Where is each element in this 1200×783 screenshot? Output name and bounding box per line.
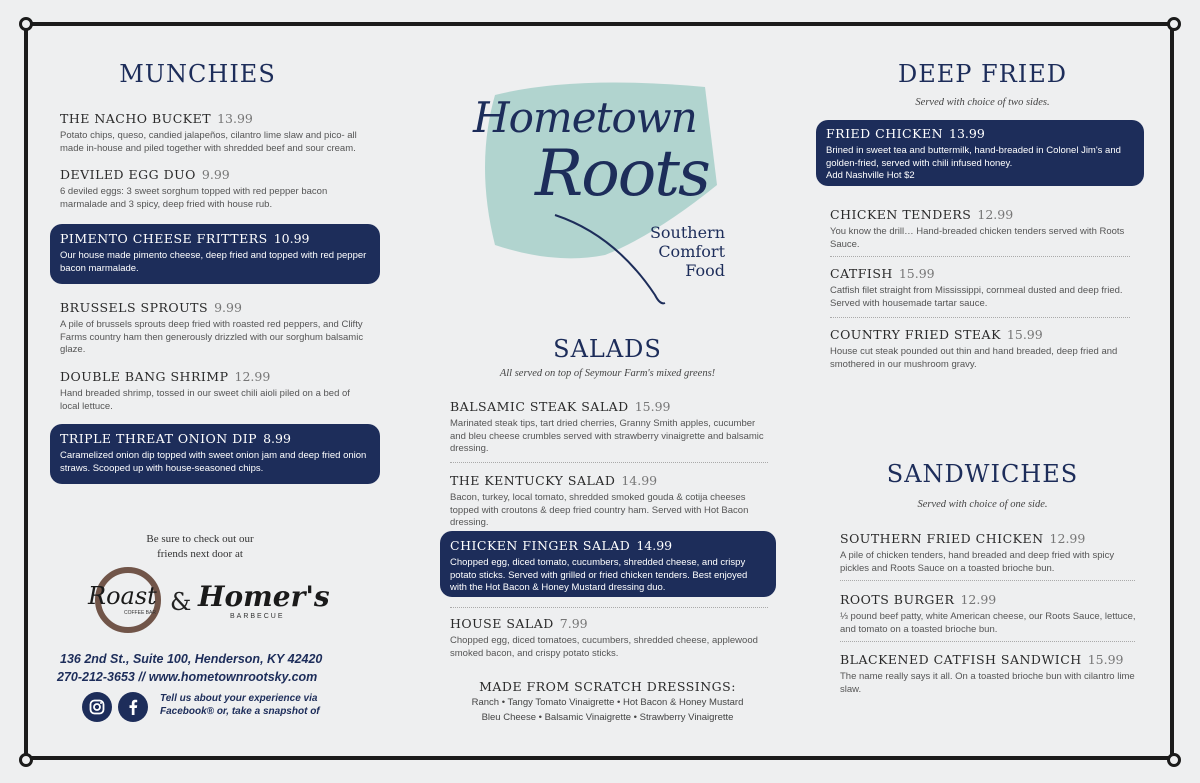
dressings-title: MADE FROM SCRATCH DRESSINGS: [479,679,736,694]
item-price: 15.99 [898,266,935,281]
menu-item [60,368,370,413]
phone-web: 270-212-3653 // www.hometownrootsky.com [57,670,318,684]
logo-hometown: Hometown [473,93,697,142]
featured-item [50,424,380,484]
item-price: 12.99 [977,207,1014,222]
divider [450,462,768,463]
item-price: 15.99 [634,399,671,414]
salads-subtitle: All served on top of Seymour Farm's mixed greens! [499,368,716,379]
menu-item [830,326,1135,371]
item-price: 9.99 [201,167,230,182]
dressings-list: Bleu Cheese • Balsamic Vinaigrette • Strawberry Vinaigrette [481,712,734,723]
tagline-line: Food [685,261,725,280]
divider [830,256,1130,257]
item-desc: The name really says it all. On a toasted brioche bun with cilantro lime slaw. [840,671,1135,695]
menu-item [450,472,770,530]
item-name: DEVILED EGG DUO [60,167,196,182]
item-desc: Hand breaded shrimp, tossed in our sweet chili aioli piled on a bed of local lettuce. [60,388,350,412]
ampersand: & [170,588,192,616]
item-price: 13.99 [217,111,253,126]
item-name: HOUSE SALAD [450,616,554,631]
frame-corner [1167,17,1181,31]
divider [840,580,1135,581]
menu-item [840,591,1140,636]
social-text [160,692,320,718]
item-desc: Marinated steak tips, tart dried cherries, Granny Smith apples, cucumber and bleu cheese crumbles served with strawberry vinaigrette and balsamic dressing. [450,418,764,454]
item-price: 10.99 [273,231,310,246]
sandwiches-subtitle: Served with choice of one side. [917,499,1048,510]
munchies-title: MUNCHIES [119,60,276,88]
hometown-roots-logo [455,65,745,320]
frame-corner [19,753,33,767]
item-extra: Add Nashville Hot $2 [826,170,915,181]
item-name: THE KENTUCKY SALAD [450,473,616,488]
item-name: THE NACHO BUCKET [60,111,212,126]
item-price: 15.99 [1087,652,1124,667]
item-name: BLACKENED CATFISH SANDWICH [840,652,1082,667]
featured-item [816,120,1144,186]
item-price: 14.99 [621,473,658,488]
menu-item [450,398,770,456]
item-name: SOUTHERN FRIED CHICKEN [840,531,1044,546]
homers-wordmark: Homer's [198,580,330,613]
logo-roots: Roots [535,137,709,211]
sandwiches-title: SANDWICHES [886,460,1079,488]
item-price: 14.99 [636,538,673,553]
tagline-line: Southern [649,223,725,242]
item-name: CHICKEN FINGER SALAD [450,538,631,553]
item-price: 12.99 [1049,531,1086,546]
logo-tagline [615,223,725,280]
item-price: 12.99 [234,369,271,384]
item-name: DOUBLE BANG SHRIMP [60,369,229,384]
item-desc: ⅓ pound beef patty, white American cheese, our Roots Sauce, lettuce, and tomato on a toasted brioche bun. [840,611,1136,635]
item-desc: A pile of chicken tenders, hand breaded and deep fried with spicy pickles and Roots Sauce on a toasted brioche bun. [840,550,1115,574]
social-line: Tell us about your experience via [160,693,318,704]
item-desc: Chopped egg, diced tomatoes, cucumbers, shredded cheese, applewood smoked bacon, and crispy potato sticks. [450,635,758,659]
roast-wordmark: Roast [88,582,157,610]
menu-item [830,206,1135,251]
item-name: BRUSSELS SPROUTS [60,300,209,315]
divider [840,641,1135,642]
item-price: 15.99 [1006,327,1043,342]
item-name: BALSAMIC STEAK SALAD [450,399,629,414]
item-price: 8.99 [263,431,291,446]
divider [830,317,1130,318]
item-name: COUNTRY FRIED STEAK [830,327,1001,342]
item-desc: Chopped egg, diced tomato, cucumbers, shredded cheese, and crispy potato sticks. Served with grilled or fried chicken tenders. Best enjoyed with the Hot Bacon & Honey Mustard dressing duo. [450,557,748,593]
item-price: 7.99 [559,616,588,631]
item-desc: Caramelized onion dip topped with sweet onion jam and deep fried onion straws. Scooped up with house-seasoned chips. [60,450,367,474]
menu-item [830,265,1135,310]
menu-item [60,299,370,357]
friends-line: Be sure to check out our [146,533,254,545]
item-name: CATFISH [830,266,893,281]
item-name: PIMENTO CHEESE FRITTERS [60,231,268,246]
instagram-icon[interactable] [82,692,112,722]
item-desc: Brined in sweet tea and buttermilk, hand-breaded in Colonel Jim's and golden-fried, served with chili infused honey. [826,145,1121,169]
menu-item [60,166,370,211]
featured-item [440,531,776,597]
menu-item [60,110,370,155]
deep-fried-title: DEEP FRIED [897,60,1068,88]
menu-item [840,530,1140,575]
menu-item [450,615,770,660]
item-price: 13.99 [949,126,985,141]
homers-sub: BARBECUE [230,613,285,620]
item-price: 9.99 [214,300,242,315]
item-name: FRIED CHICKEN [826,126,944,141]
tagline-line: Comfort [658,242,725,261]
item-desc: Bacon, turkey, local tomato, shredded smoked gouda & cotija cheeses topped with croutons & deep fried country ham. Served with Hot Bacon dressing. [450,492,749,528]
item-desc: You know the drill… Hand-breaded chicken tenders served with Roots Sauce. [830,226,1125,250]
item-desc: 6 deviled eggs: 3 sweet sorghum topped with red pepper bacon marmalade and 3 spicy, deep fried with house rub. [60,186,328,210]
item-desc: A pile of brussels sprouts deep fried with roasted red peppers, and Clifty Farms country ham then generously drizzled with our sorghum balsamic glaze. [60,319,364,355]
frame-corner [1167,753,1181,767]
friends-text [100,532,300,562]
item-desc: Potato chips, queso, candied jalapeños, cilantro lime slaw and pico- all made in-house and piled together with shredded beef and sour cream. [60,130,357,154]
item-desc: Our house made pimento cheese, deep fried and topped with red pepper bacon marmalade. [60,250,367,274]
item-price: 12.99 [960,592,997,607]
friends-line: friends next door at [157,548,243,560]
item-desc: House cut steak pounded out thin and hand breaded, deep fried and smothered in our mushroom gravy. [830,346,1118,370]
social-line: Facebook® or, take a snapshot of [160,706,320,717]
item-desc: Catfish filet straight from Mississippi, cornmeal dusted and deep fried. Served with housemade tartar sauce. [830,285,1123,309]
deep-fried-subtitle: Served with choice of two sides. [915,97,1050,108]
roast-logo [86,566,162,634]
item-name: TRIPLE THREAT ONION DIP [60,431,258,446]
roast-sub: COFFEE BAR [124,610,156,616]
featured-item [50,224,380,284]
facebook-icon[interactable] [118,692,148,722]
item-name: CHICKEN TENDERS [830,207,972,222]
item-name: ROOTS BURGER [840,592,955,607]
menu-item [840,651,1140,696]
salads-title: SALADS [553,335,662,363]
dressings-list: Ranch • Tangy Tomato Vinaigrette • Hot Bacon & Honey Mustard [471,697,744,708]
divider [450,607,768,608]
frame-corner [19,17,33,31]
address: 136 2nd St., Suite 100, Henderson, KY 42420 [60,652,323,666]
